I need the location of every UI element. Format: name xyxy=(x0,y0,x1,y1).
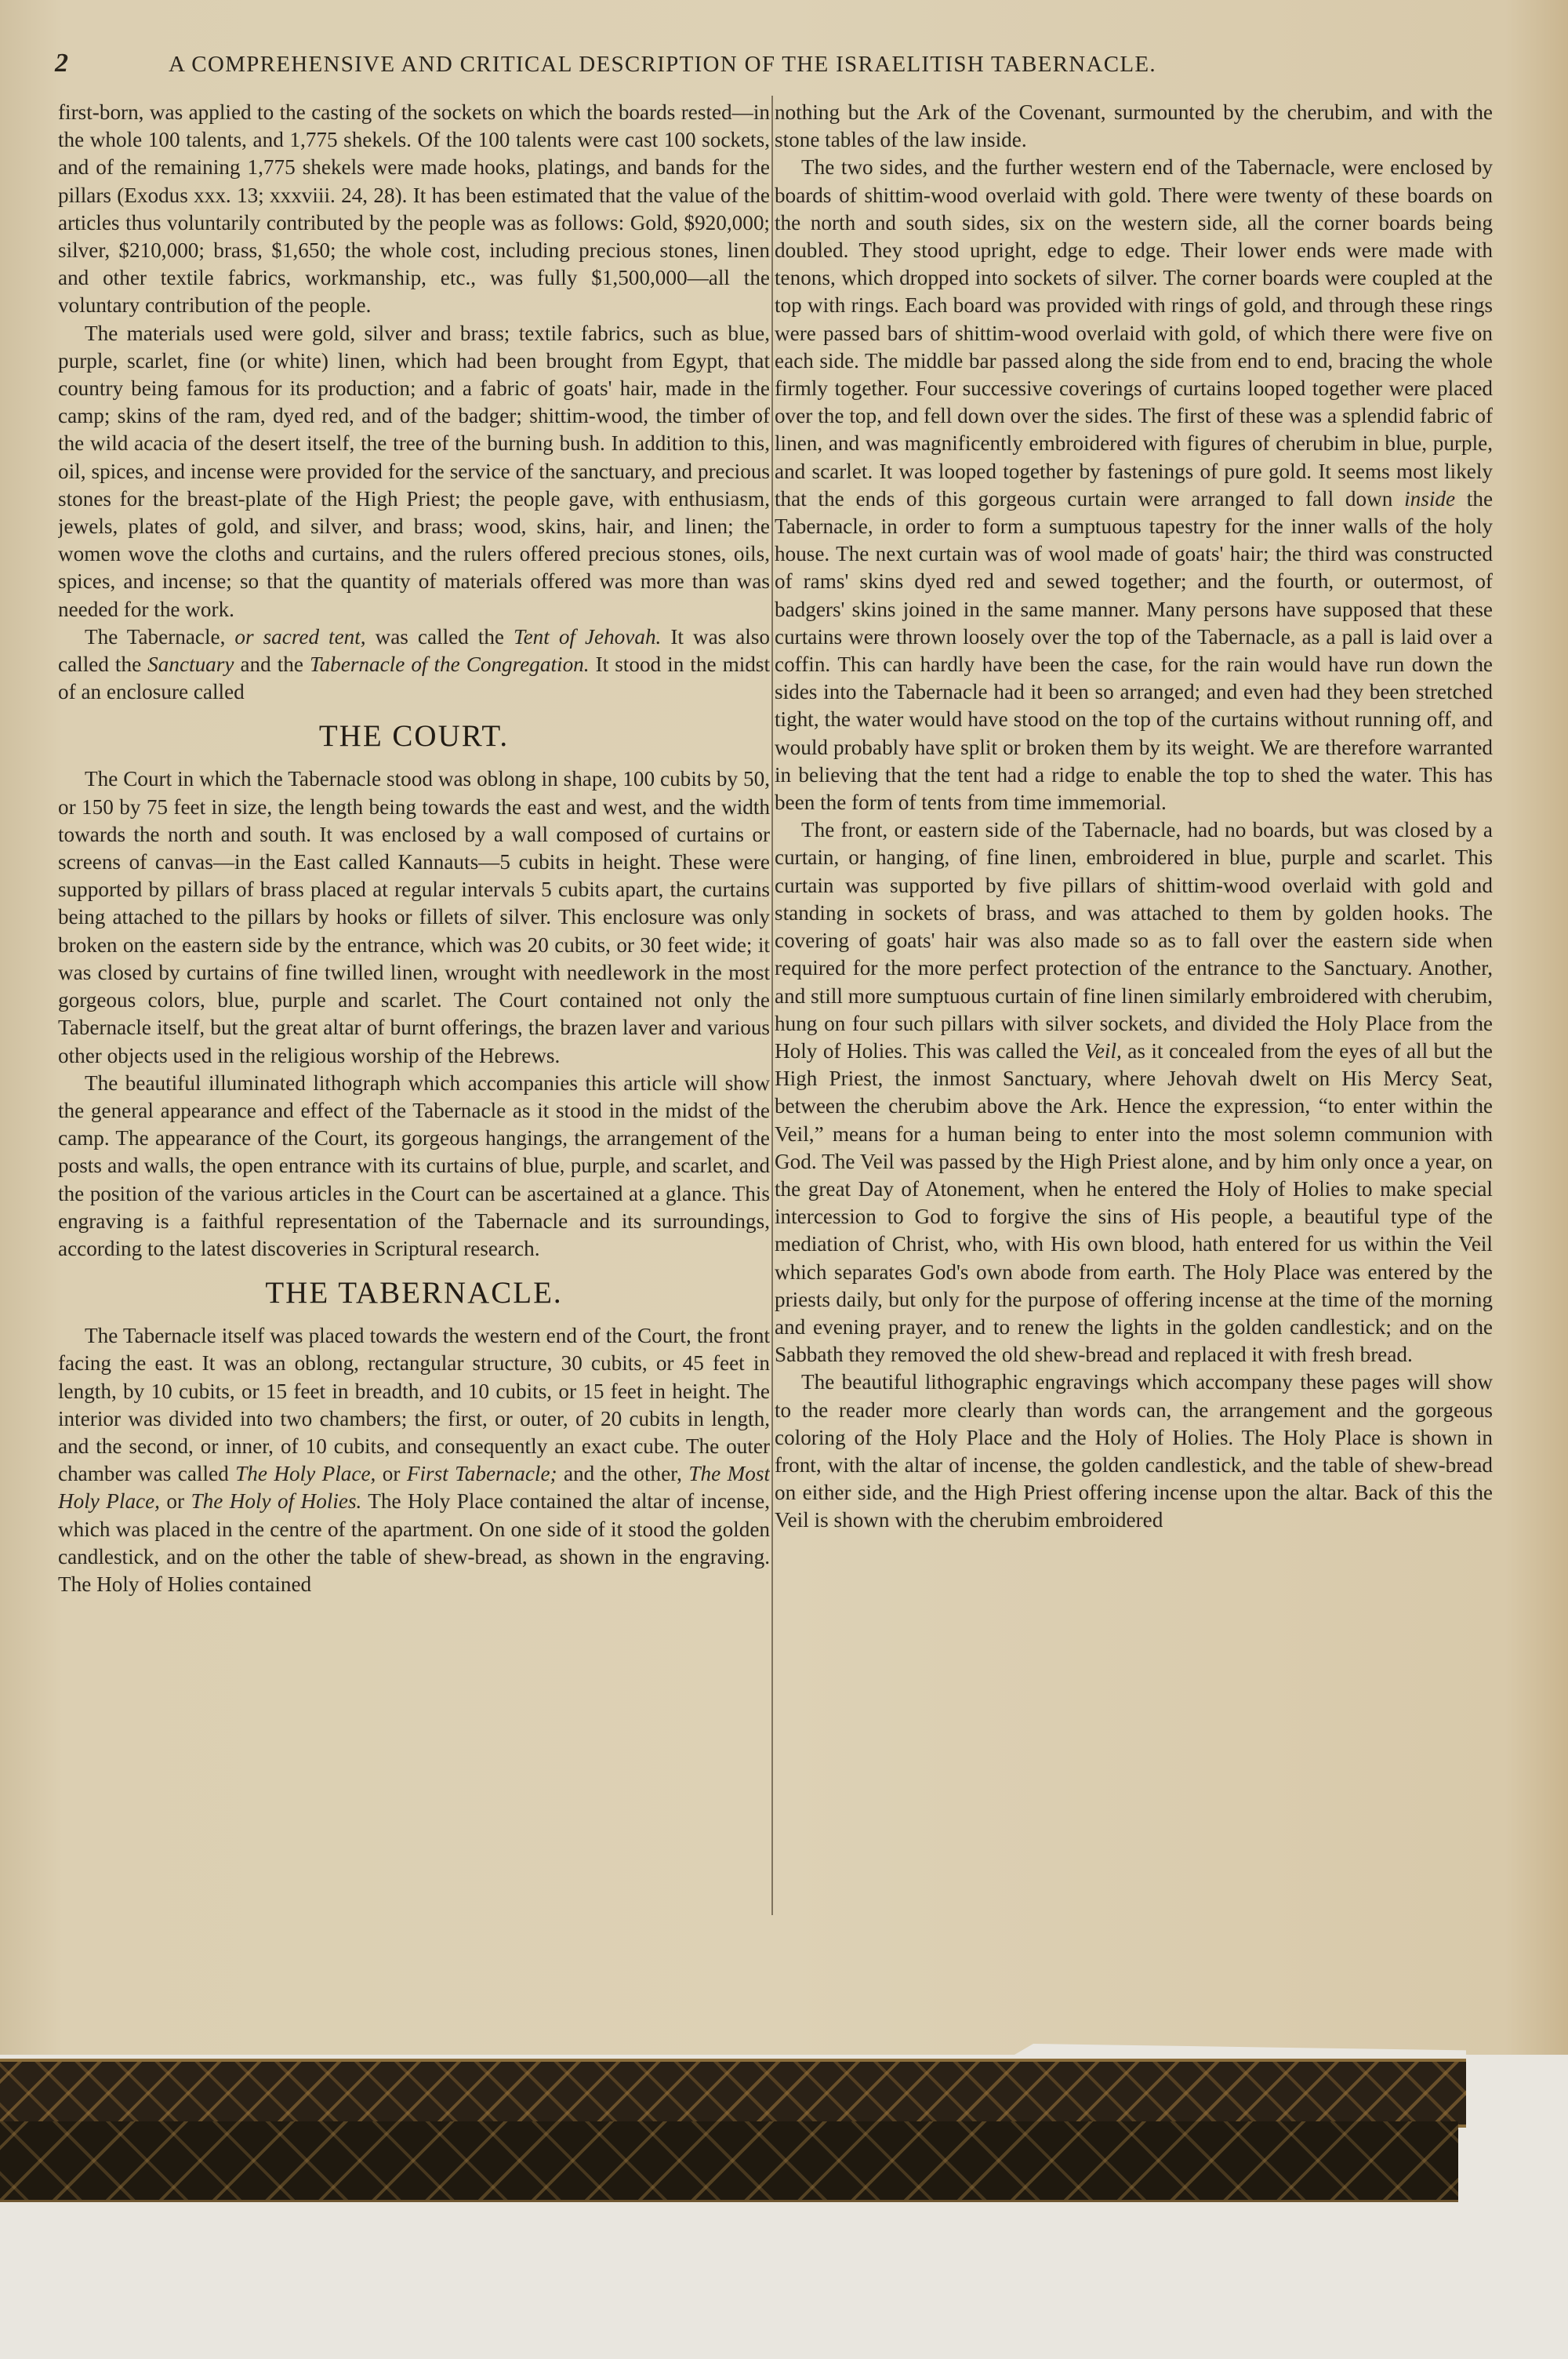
page-number: 2 xyxy=(55,49,68,78)
running-title: A COMPREHENSIVE AND CRITICAL DESCRIPTION OF THE ISRAELITISH TABERNACLE. xyxy=(169,52,1156,77)
paragraph: The Tabernacle, or sacred tent, was called the Tent of Jehovah. It was also called the Sanctuary and the Tabernacle of the Congregation. It stood in the midst of an enclosure called xyxy=(58,624,770,704)
left-column xyxy=(58,99,770,1918)
section-heading-court: THE COURT. xyxy=(318,719,510,754)
section-heading-tabernacle: THE TABERNACLE. xyxy=(265,1276,563,1310)
paragraph: The Court in which the Tabernacle stood was oblong in shape, 100 cubits by 50, or 150 by 75 feet in size, the length being towards the east and west, and the width towards the north and south. It was enclosed by a wall composed of curtains or screens of canvas—in the East called Kannauts—5 cubits in height. These were supported by pillars of brass placed at regular intervals 5 cubits apart, the curtains being attached to the pillars by hooks or fillets of silver. This enclosure was only broken on the eastern side by the entrance, which was 20 cubits, or 30 feet wide; it was closed by curtains of fine twilled linen, wrought with needlework in the most gorgeous colors, blue, purple and scarlet. The Court contained not only the Tabernacle itself, but the great altar of burnt offerings, the brazen laver and various other objects used in the religious worship of the Hebrews. xyxy=(58,767,770,1067)
paragraph: The materials used were gold, silver and brass; textile fabrics, such as blue, purple, scarlet, fine (or white) linen, which had been brought from Egypt, that country being famous for its production; and a fabric of goats' hair, made in the camp; skins of the ram, dyed red, and of the badger; shittim-wood, the timber of the wild acacia of the desert itself, the tree of the burning bush. In addition to this, oil, spices, and incense were provided for the service of the sanctuary, and precious stones for the breast-plate of the High Priest; the people gave, with enthusiasm, jewels, plates of gold, and silver, and brass; wood, skins, hair, and linen; the women wove the cloths and curtains, and the rulers offered precious stones, oils, spices, and incense; so that the quantity of materials offered was more than was needed for the work. xyxy=(58,321,770,621)
paragraph: first-born, was applied to the casting of the sockets on which the boards rested—in the whole 100 talents, and 1,775 shekels. Of the 100 talents were cast 100 sockets, and of the remaining 1,775 shekels were made hooks, platings, and bands for the pillars (Exodus xxx. 13; xxxviii. 24, 28). It has been estimated that the value of the articles thus voluntarily contributed by the people was as follows: Gold, $920,000; silver, $210,000; brass, $1,650; the whole cost, including precious stones, linen and other textile fabrics, workmanship, etc., was fully $1,500,000—all the voluntary contribution of the people. xyxy=(58,100,770,318)
paragraph: The two sides, and the further western end of the Tabernacle, were enclosed by boards of shittim-wood overlaid with gold. There were twenty of these boards on the north and south sides, six on the western side, all the corner boards being doubled. They stood upright, edge to edge. Their lower ends were made with tenons, which dropped into sockets of silver. The corner boards were coupled at the top with rings. Each board was provided with rings of gold, and through these rings were passed bars of shittim-wood overlaid with gold, of which there were five on each side. The middle bar passed along the side from end to end, bracing the whole firmly together. Four successive coverings of curtains looped together were placed over the top, and fell down over the sides. The first of these was a splendid fabric of linen, and was magnificently embroidered with figures of cherubim in blue, purple, and scarlet. It was looped together by fastenings of pure gold. It seems most likely that the ends of this gorgeous curtain were arranged to fall down inside the Tabernacle, in order to form a sumptuous tapestry for the inner walls of the holy house. The next curtain was of wool made of goats' hair; the third was constructed of rams' skins dyed red and sewed together; and the fourth, or outermost, of badgers' skins joined in the same manner. Many persons have supposed that these curtains were thrown loosely over the top of the Tabernacle, as a pall is laid over a coffin. This can hardly have been the case, for the rain would have run down the sides into the Tabernacle had it been so arranged; and even had they been stretched tight, the water would have stood on the top of the curtains without running off, and would probably have split or broken them by its weight. We are therefore warranted in believing that the tent had a ridge to enable the top to shed the water. This has been the form of tents from time immemorial. xyxy=(775,155,1493,815)
paragraph: The beautiful illuminated lithograph which accompanies this article will show the general appearance and effect of the Tabernacle as it stood in the midst of the camp. The appearance of the Court, its gorgeous hangings, the arrangement of the posts and walls, the open entrance with its curtains of blue, purple, and scarlet, and the position of the various articles in the Court can be ascertained at a glance. This engraving is a faithful representation of the Tabernacle and its surroundings, according to the latest discoveries in Scriptural research. xyxy=(58,1070,770,1260)
decorative-binding-border xyxy=(0,2059,1466,2128)
right-column xyxy=(775,99,1493,1918)
paragraph: The Tabernacle itself was placed towards the western end of the Court, the front facing the east. It was an oblong, rectangular structure, 30 cubits, or 45 feet in length, by 10 cubits, or 15 feet in breadth, and 10 cubits, or 15 feet in height. The interior was divided into two chambers; the first, or outer, of 20 cubits in length, and the second, or inner, of 10 cubits, and consequently an exact cube. The outer chamber was called The Holy Place, or First Tabernacle; and the other, The Most Holy Place, or The Holy of Holies. The Holy Place contained the altar of incense, which was placed in the centre of the apartment. On one side of it stood the golden candlestick, and on the other the table of shew-bread, as shown in the engraving. The Holy of Holies contained xyxy=(58,1324,770,1596)
paragraph: nothing but the Ark of the Covenant, surmounted by the cherubim, and with the stone tables of the law inside. xyxy=(775,100,1493,152)
paragraph: The front, or eastern side of the Tabernacle, had no boards, but was closed by a curtain, or hanging, of fine linen, embroidered in blue, purple and scarlet. This curtain was supported by five pillars of shittim-wood overlaid with gold and standing in sockets of brass, and was attached to them by golden hooks. The covering of goats' hair was also made so as to fall over the eastern side when required for the more perfect protection of the entrance to the Sanctuary. Another, and still more sumptuous curtain of fine linen similarly embroidered with cherubim, hung on four such pillars with silver sockets, and divided the Holy Place from the Holy of Holies. This was called the Veil, as it concealed from the eyes of all but the High Priest, the inmost Sanctuary, where Jehovah dwelt on His Mercy Seat, between the cherubim above the Ark. Hence the expression, “to enter within the Veil,” means for a human being to enter into the most solemn communion with God. The Veil was passed by the High Priest alone, and by him only once a year, on the great Day of Atonement, when he entered the Holy of Holies to make special intercession to God to forgive the sins of His people, a beautiful type of the mediation of Christ, who, with His own blood, hath entered for us within the Veil which separates God's own abode from earth. The Holy Place was entered by the priests daily, but only for the purpose of offering incense at the time of the morning and evening prayer, and to renew the lights in the golden candlestick; and on the Sabbath they removed the old shew-bread and replaced it with fresh bread. xyxy=(775,818,1493,1367)
column-divider xyxy=(771,96,773,1915)
decorative-binding-border-lower xyxy=(0,2121,1458,2202)
paragraph: The beautiful lithographic engravings which accompany these pages will show to the reader more clearly than words can, the arrangement and the gorgeous coloring of the Holy Place and the Holy of Holies. The Holy Place is shown in front, with the altar of incense, the golden candlestick, and the table of shew-bread on either side, and the High Priest offering incense upon the altar. Back of this the Veil is shown with the cherubim embroidered xyxy=(775,1370,1493,1532)
page-header xyxy=(55,49,1380,80)
